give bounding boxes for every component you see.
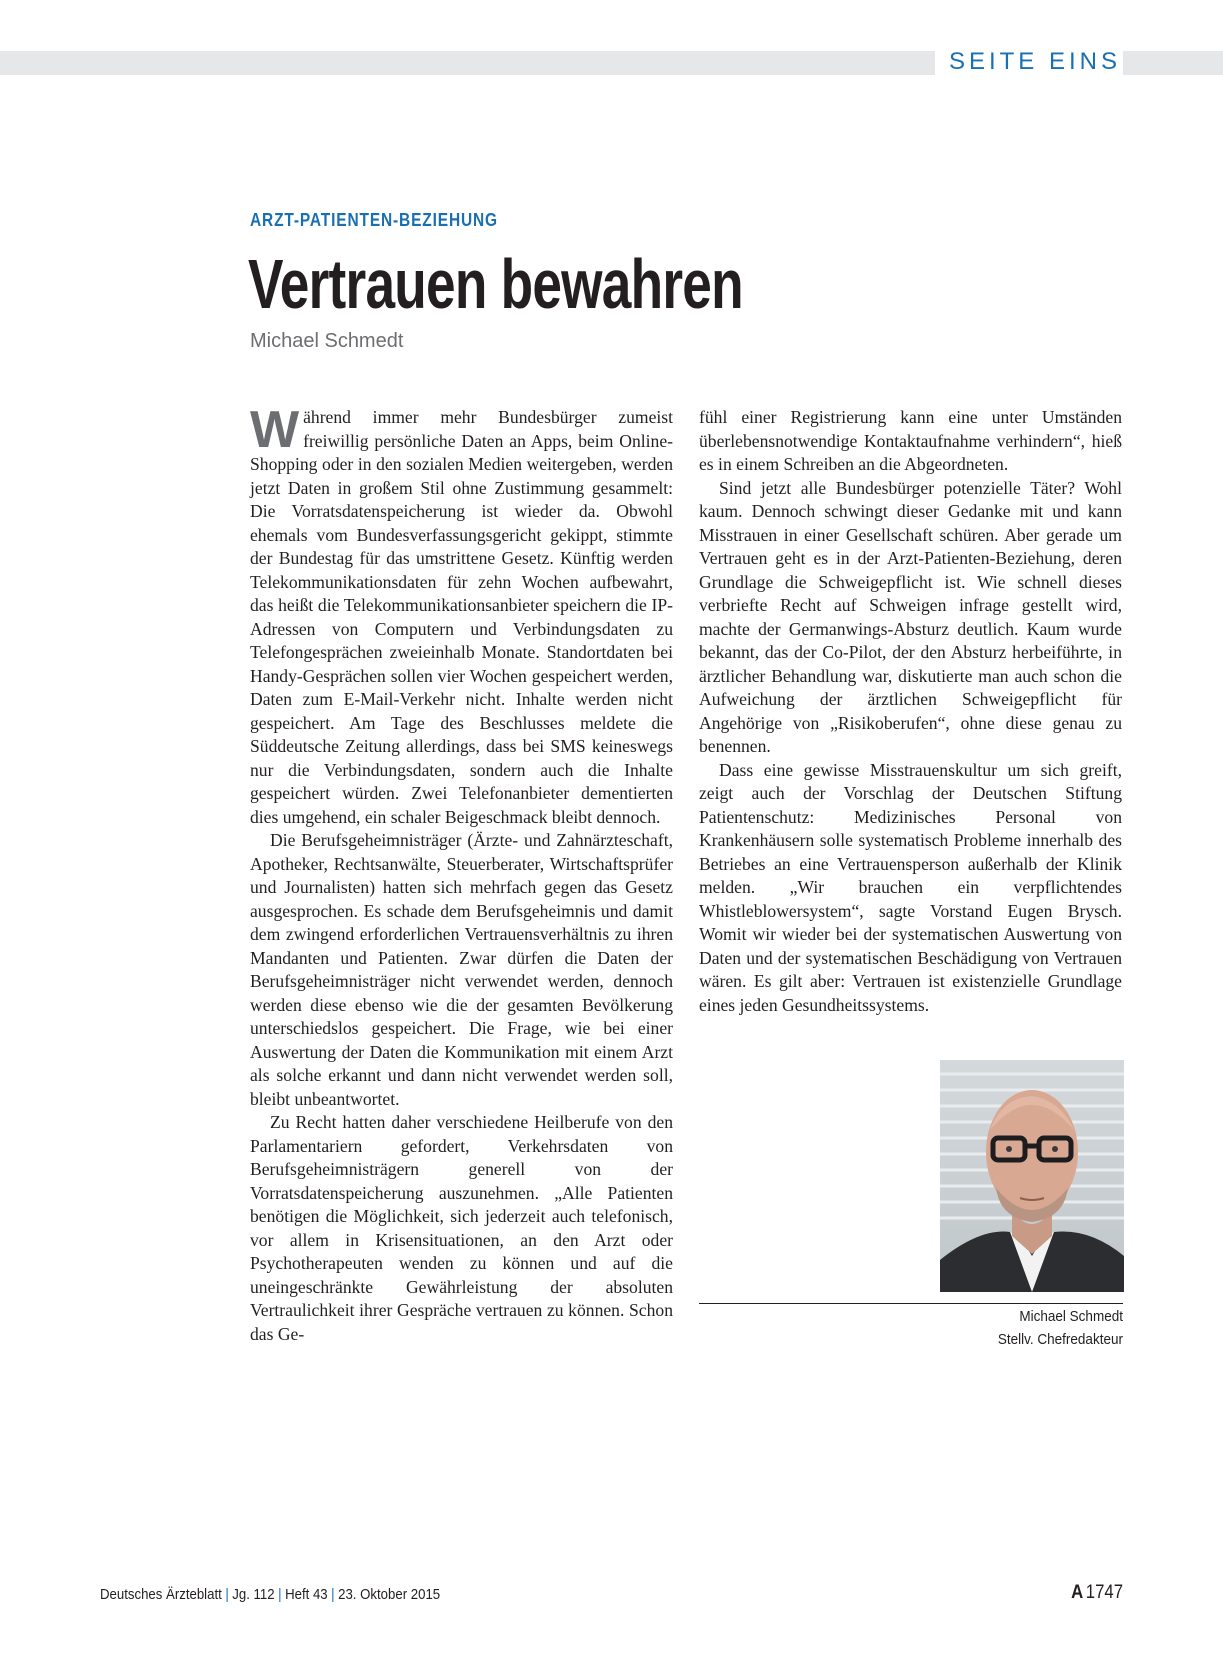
paragraph: Sind jetzt alle Bundesbürger potenzielle Täter? Wohl kaum. Dennoch schwingt dieser Gedanke mit und kann Misstrauen in einer Gesellschaft schüren. Aber gerade um Vertrauen geht es in der Arzt-Patienten-Beziehung, deren Grundlage die Schweigepflicht ist. Wie schnell dieses verbriefte Recht auf Schweigen infrage gestellt wird, machte der Germanwings-Absturz deutlich. Kaum wurde bekannt, das der Co-Pilot, der den Absturz herbeiführte, in ärztlicher Behandlung war, diskutierte man auch schon die Aufweichung der ärztlichen Schweigepflicht für Angehörige von „Risikoberufen“, ohne diese genau zu benennen. [699, 477, 1122, 756]
footer-issue: Heft 43 [285, 1586, 328, 1603]
article-column-left [250, 401, 673, 1346]
paragraph: Dass eine gewisse Misstrauenskultur um sich greift, zeigt auch der Vorschlag der Deutschen Stiftung Patientenschutz: Medizinisches Personal von Krankenhäusern solle systematisch Probleme innerhalb des Betriebes an eine Vertrauensperson außerhalb der Klinik melden. „Wir brauchen ein verpflichtendes Whistleblowersystem“, sagte Vorstand Eugen Brysch. Womit wir wieder bei der systematischen Auswertung von Daten und der systematischen Beschädigung von Vertrauen wären. Es gilt aber: Vertrauen ist existenzielle Grundlage eines jeden Gesundheitssystems. [699, 759, 1122, 1015]
author-photo [940, 1060, 1124, 1292]
footer-date: 23. Oktober 2015 [338, 1586, 441, 1603]
page-footer [100, 1582, 1123, 1608]
footer-separator: | [225, 1586, 229, 1603]
paragraph [250, 401, 673, 829]
footer-separator: | [278, 1586, 282, 1603]
paragraph: Die Berufsgeheimnisträger (Ärzte- und Zahnärzteschaft, Apotheker, Rechtsanwälte, Steuerberater, Wirtschaftsprüfer und Journalisten) hatten sich mehrfach gegen das Gesetz ausgesprochen. Es schade dem Berufsgeheimnis und damit dem zwingend erforderlichen Vertrauensverhältnis zu ihren Mandanten und Patienten. Zwar dürfen die Daten der Berufsgeheimnisträger nicht verwendet werden, dennoch werden diese ebenso wie die der gesamten Bevölkerung unterschiedslos gespeichert. Die Frage, wie bei einer Auswertung der Daten die Kommunikation mit einem Arzt als solche erkannt und dann nicht verwendet werden soll, bleibt unbeantwortet. [250, 830, 673, 1109]
article-column-right [699, 406, 1122, 1017]
article-kicker: ARZT-PATIENTEN-BEZIEHUNG [250, 210, 498, 230]
footer-journal: Deutsches Ärzteblatt [100, 1586, 222, 1603]
section-label: SEITE EINS [935, 47, 1123, 77]
caption-name: Michael Schmedt [1019, 1308, 1123, 1325]
drop-cap: W [250, 401, 300, 459]
article-author: Michael Schmedt [250, 330, 404, 352]
photo-caption [984, 1305, 1123, 1351]
footer-citation [100, 1586, 440, 1603]
caption-divider [699, 1303, 1123, 1304]
footer-volume: Jg. 112 [232, 1586, 275, 1603]
page-prefix: A [1071, 1582, 1084, 1603]
article-title: Vertrauen bewahren [248, 245, 743, 323]
paragraph-text: ährend immer mehr Bundesbürger zumeist freiwillig persönliche Daten an Apps, beim Online-Shopping oder in den sozialen Medien weitergeben, werden jetzt Daten in großem Stil ohne Zustimmung gesammelt: Die Vorratsdatenspeicherung ist wieder da. Obwohl ehemals vom Bundesverfassungsgericht gekippt, stimmte der Bundestag für das umstrittene Gesetz. Künftig werden Telekommunikationsdaten für zehn Wochen aufbewahrt, das heißt die Telekommunikationsanbieter speichern die IP-Adressen von Computern und Verbindungsdaten zu Telefongesprächen zweieinhalb Monate. Standortdaten bei Handy-Gesprächen sollen vier Wochen gespeichert werden, Daten zum E-Mail-Verkehr nicht. Inhalte werden nicht gespeichert. Am Tage des Beschlusses meldete die Süddeutsche Zeitung allerdings, dass bei SMS keineswegs nur die Verbindungsdaten, sondern auch die Inhalte gespeichert würden. Zwei Telefonanbieter dementierten dies umgehend, ein schaler Beigeschmack bleibt dennoch. [250, 407, 673, 827]
paragraph: fühl einer Registrierung kann eine unter Umständen überlebensnotwendige Kontaktaufnahme verhindern“, hieß es in einem Schreiben an die Abgeordneten. [699, 407, 1122, 474]
paragraph: Zu Recht hatten daher verschiedene Heilberufe von den Parlamentariern gefordert, Verkehrsdaten von Berufsgeheimnisträgern generell von der Vorratsdatenspeicherung auszunehmen. „Alle Patienten benötigen die Möglichkeit, sich jederzeit auch telefonisch, vor allem in Krisensituationen, an den Arzt oder Psychotherapeuten wenden zu können und auf die uneingeschränkte Gewährleistung der absoluten Vertraulichkeit ihrer Gespräche vertrauen zu können. Schon das Ge- [250, 1112, 673, 1344]
footer-separator: | [331, 1586, 335, 1603]
page-number-value: 1747 [1085, 1582, 1123, 1603]
page-number [1071, 1582, 1123, 1604]
caption-role: Stellv. Chefredakteur [997, 1331, 1123, 1348]
